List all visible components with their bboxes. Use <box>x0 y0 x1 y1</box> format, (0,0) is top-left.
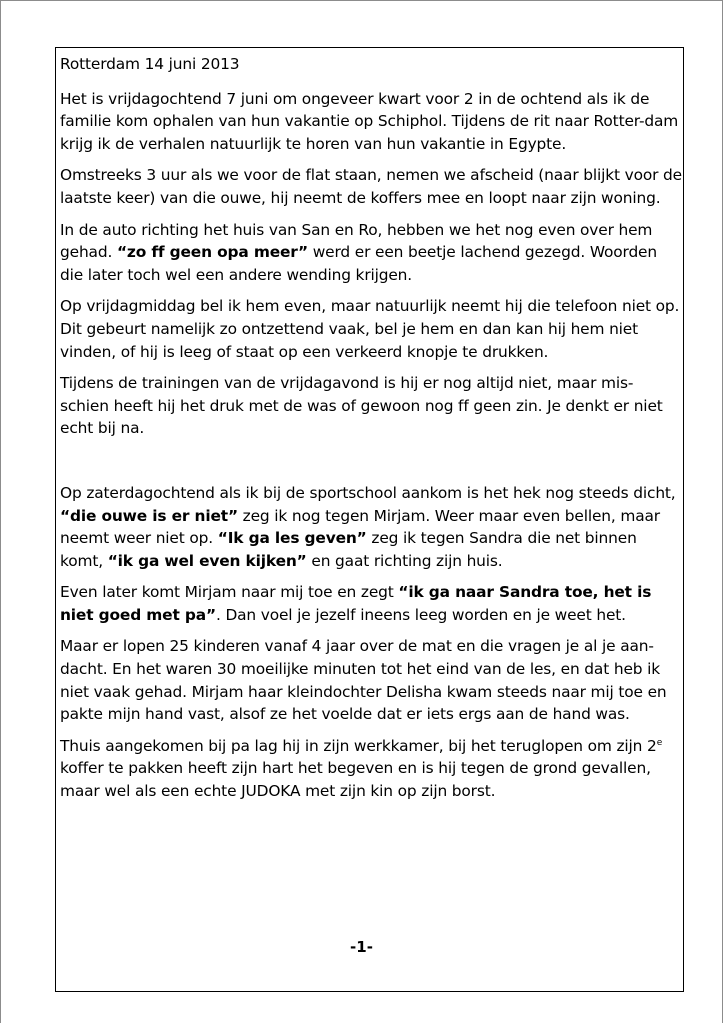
paragraph-9-text-1: Thuis aangekomen bij pa lag hij in zijn werkkamer, bij het teruglopen om zijn 2 <box>60 736 657 755</box>
paragraph-7-text-1: Even later komt Mirjam naar mij toe en zegt <box>60 583 399 602</box>
paragraph-6-text-2: zeg ik nog tegen Mirjam. Weer maar even bellen, maar neemt weer niet op. <box>60 506 660 548</box>
superscript-e: e <box>656 737 663 748</box>
paragraph-5: Tijdens de trainingen van de vrijdagavond is hij er nog altijd niet, maar mis-schien heeft hij het druk met de was of gewoon nog ff geen zin. Je denkt er niet echt bij na. <box>60 374 663 438</box>
paragraph-6 <box>60 482 682 572</box>
quote-niet-goed-met-pa: “ik ga naar Sandra toe, het is niet goed met pa” <box>60 583 652 624</box>
paragraph-1: Het is vrijdagochtend 7 juni om ongeveer kwart voor 2 in de ochtend als ik de familie kom ophalen van hun vakantie op Schiphol. Tijdens de rit naar Rotter-dam krijg ik de verhalen natuurlijk te horen van hun vakantie in Egypte. <box>60 89 679 153</box>
paragraph-3 <box>60 219 682 287</box>
date-line: Rotterdam 14 juni 2013 <box>60 55 240 73</box>
paragraph-3-text-2: werd er een beetje lachend gezegd. Woorden die later toch wel een andere wending krijgen. <box>60 243 657 284</box>
page-number: -1- <box>350 938 373 956</box>
quote-ouwe-niet: “die ouwe is er niet” <box>60 506 238 525</box>
quote-even-kijken: “ik ga wel even kijken” <box>107 551 307 570</box>
paragraph-6-text-3: zeg ik tegen Sandra die net binnen komt, <box>60 529 637 570</box>
quote-geen-opa: “zo ff geen opa meer” <box>116 243 308 262</box>
paragraph-9-text-2: koffer te pakken heeft zijn hart het begeven en is hij tegen de grond gevallen, maar wel als een echte JUDOKA met zijn kin op zijn borst. <box>60 759 651 801</box>
paragraph-4: Op vrijdagmiddag bel ik hem even, maar natuurlijk neemt hij die telefoon niet op. Dit gebeurt namelijk zo ontzettend vaak, bel je hem en dan kan hij hem niet vinden, of hij is leeg of staat op een verkeerd knopje te drukken. <box>60 297 680 361</box>
paragraph-7 <box>60 581 682 626</box>
paragraph-3-text-1: In de auto richting het huis van San en Ro, hebben we het nog even over hem gehad. <box>60 220 653 262</box>
paragraph-6-text-1: Op zaterdagochtend als ik bij de sportschool aankom is het hek nog steeds dicht, <box>60 483 676 502</box>
quote-les-geven: “Ik ga les geven” <box>217 529 367 548</box>
paragraph-9 <box>60 735 682 803</box>
paragraph-7-text-2: . Dan voel je jezelf ineens leeg worden en je weet het. <box>215 605 626 624</box>
paragraph-2: Omstreeks 3 uur als we voor de flat staan, nemen we afscheid (naar blijkt voor de laatste keer) van die ouwe, hij neemt de koffers mee en loopt naar zijn woning. <box>60 166 682 207</box>
document-body <box>60 53 682 812</box>
paragraph-6-text-4: en gaat richting zijn huis. <box>306 551 503 570</box>
paragraph-8: Maar er lopen 25 kinderen vanaf 4 jaar over de mat en die vragen je al je aan-dacht. En het waren 30 moeilijke minuten tot het eind van de les, en dat heb ik niet vaak gehad. Mirjam haar kleindochter Delisha kwam steeds naar mij toe en pakte mijn hand vast, alsof ze het voelde dat er iets ergs aan de hand was. <box>60 637 667 724</box>
